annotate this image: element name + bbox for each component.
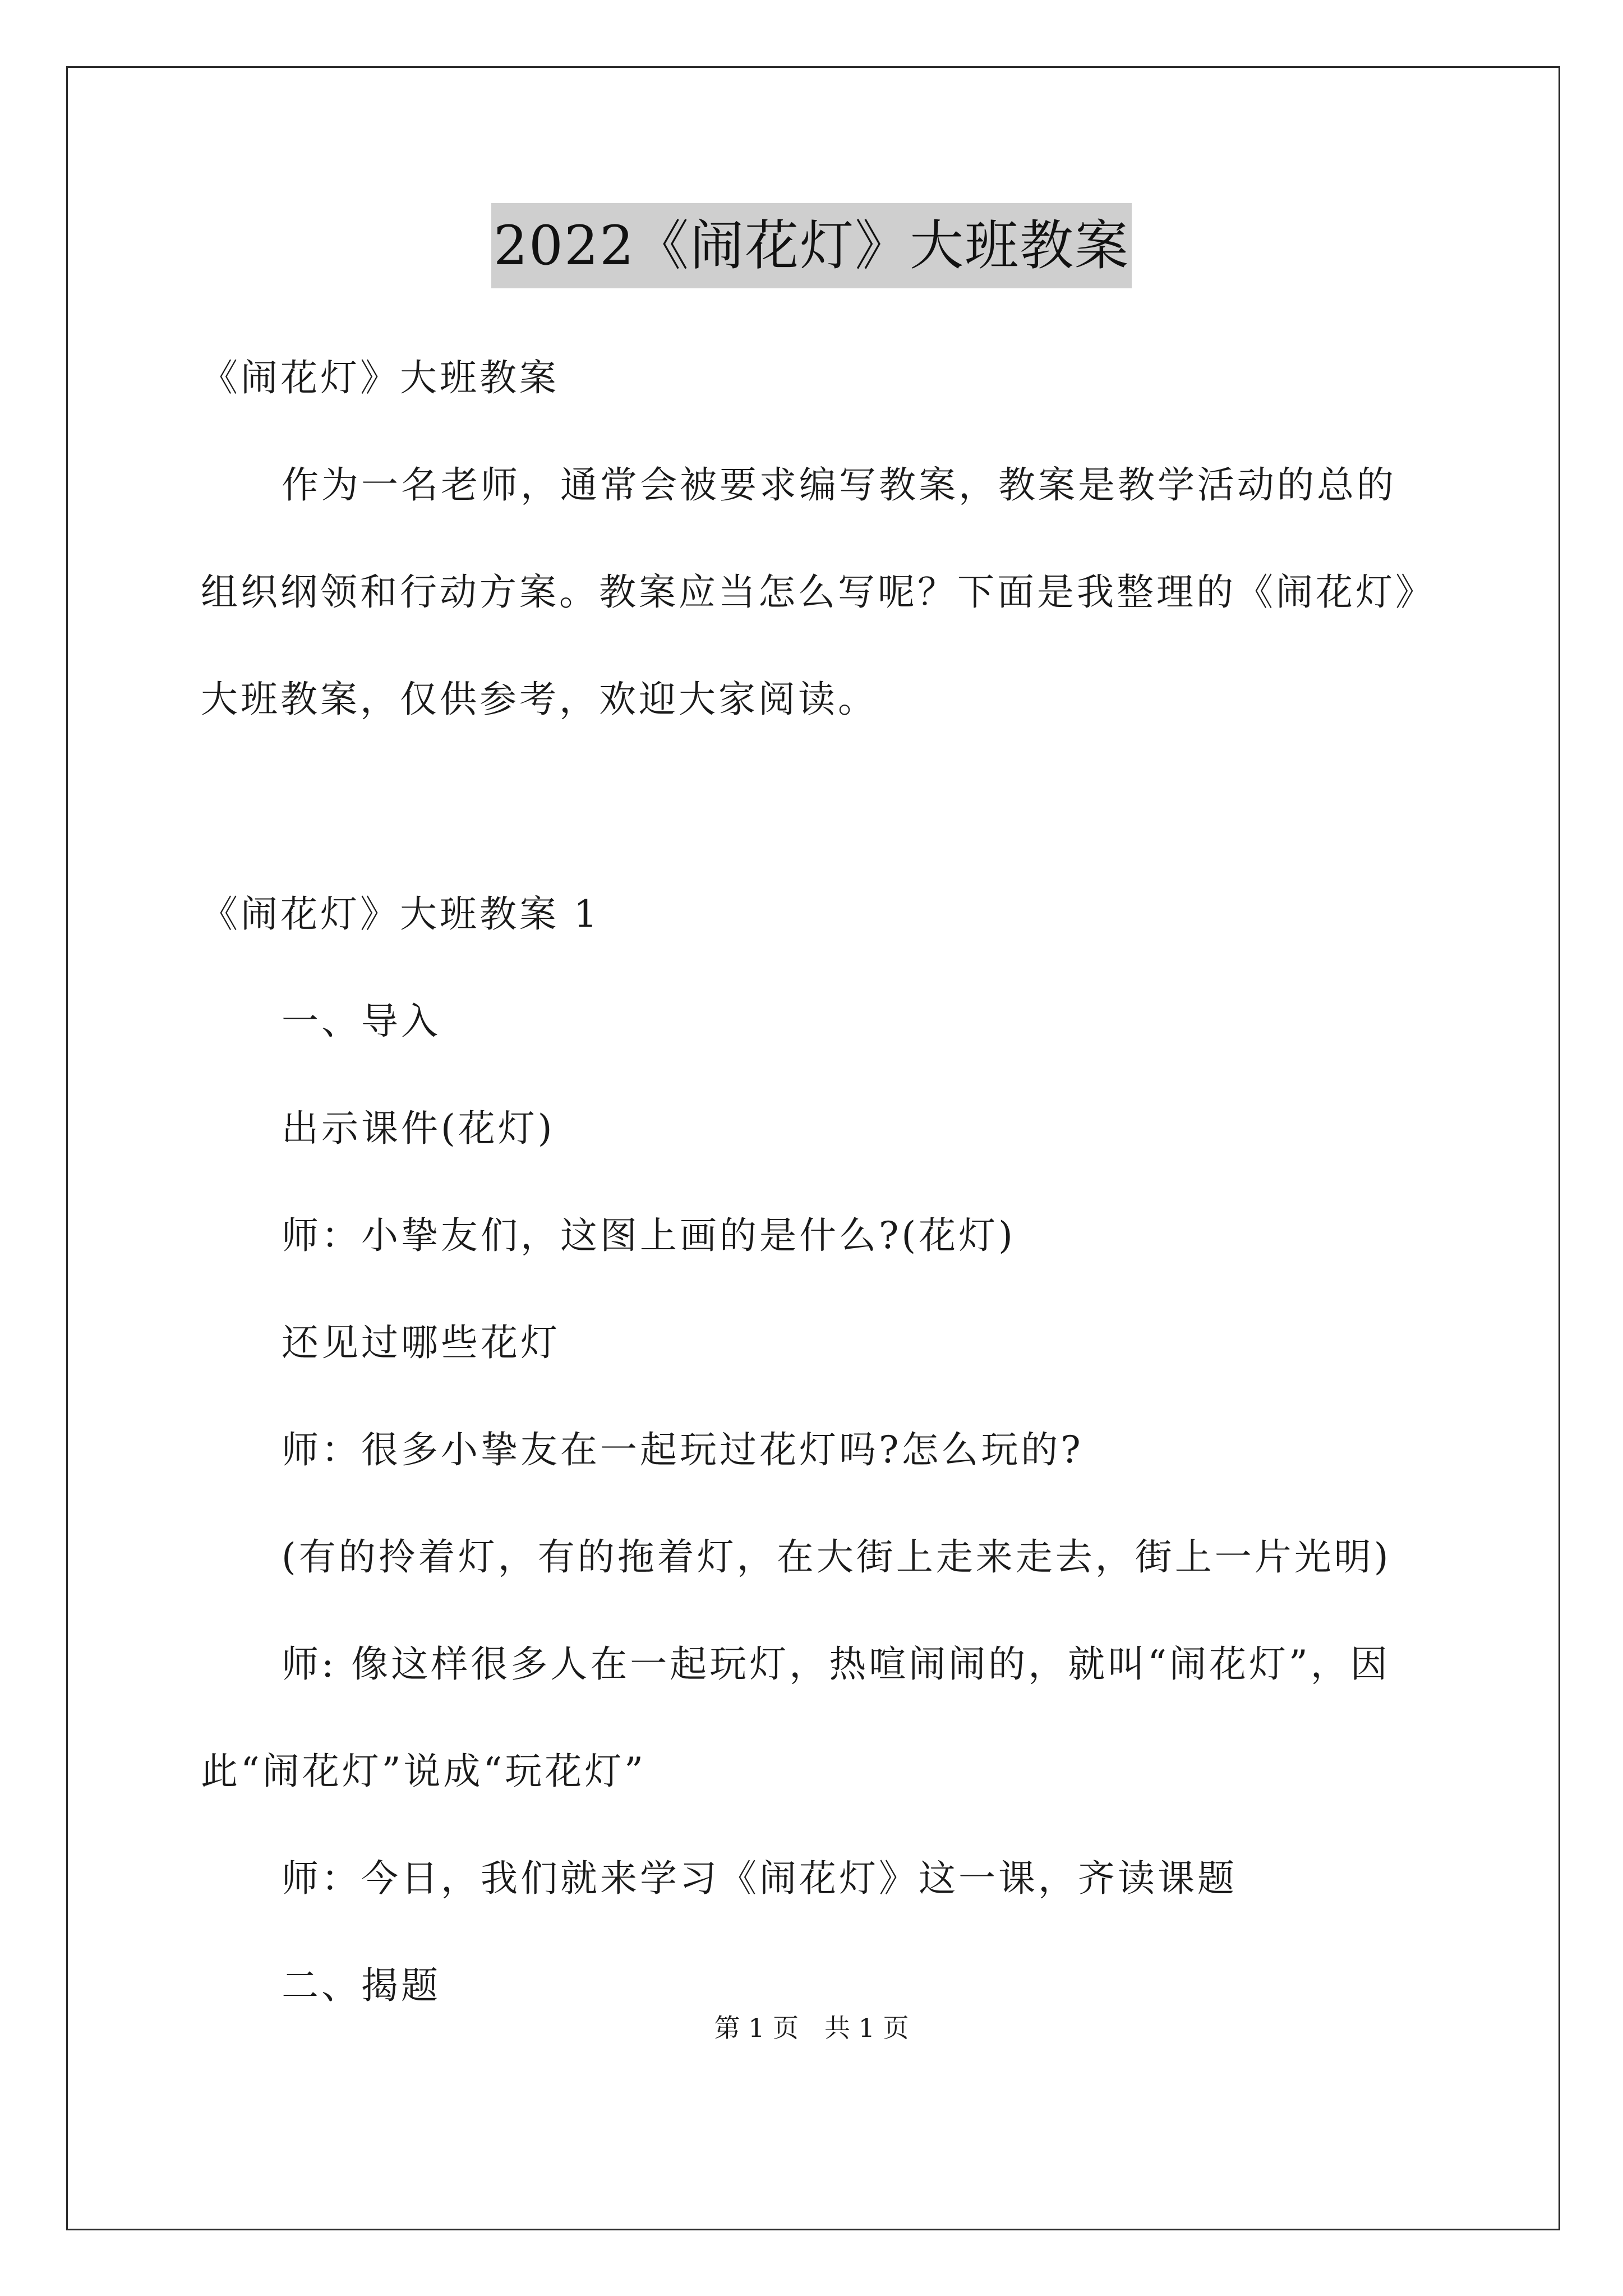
paragraph-line: 师：小挚友们，这图上画的是什么?(花灯) <box>282 1214 1016 1257</box>
paragraph-line: 师：很多小挚友在一起玩过花灯吗?怎么玩的? <box>282 1428 1083 1471</box>
paragraph-line: 还见过哪些花灯 <box>282 1321 560 1364</box>
paragraph-line: 师：今日，我们就来学习《闹花灯》这一课，齐读课题 <box>282 1857 1237 1900</box>
paragraph-line: 师: 像这样很多人在一起玩灯，热喧闹闹的，就叫“闹花灯”，因 <box>282 1642 1390 1686</box>
page-footer: 第 1 页 共 1 页 <box>714 2013 909 2043</box>
paragraph-line: (有的拎着灯，有的拖着灯，在大街上走来走去，街上一片光明) <box>282 1535 1391 1579</box>
title-container <box>0 203 1623 288</box>
paragraph-line: 组织纲领和行动方案。教案应当怎么写呢？下面是我整理的《闹花灯》 <box>201 570 1435 614</box>
subtitle-line: 《闹花灯》大班教案 <box>201 356 559 399</box>
document-title: 2022《闹花灯》大班教案 <box>491 203 1132 288</box>
paragraph-line: 二、揭题 <box>282 1964 441 2007</box>
paragraph-line: 大班教案，仅供参考，欢迎大家阅读。 <box>201 678 878 721</box>
paragraph-line: 出示课件(花灯) <box>282 1107 555 1150</box>
paragraph-line: 此“闹花灯”说成“玩花灯” <box>201 1750 646 1793</box>
section-heading: 《闹花灯》大班教案 1 <box>201 892 600 936</box>
paragraph-line: 作为一名老师，通常会被要求编写教案，教案是教学活动的总的 <box>282 463 1396 507</box>
paragraph-line: 一、导入 <box>282 1000 441 1043</box>
